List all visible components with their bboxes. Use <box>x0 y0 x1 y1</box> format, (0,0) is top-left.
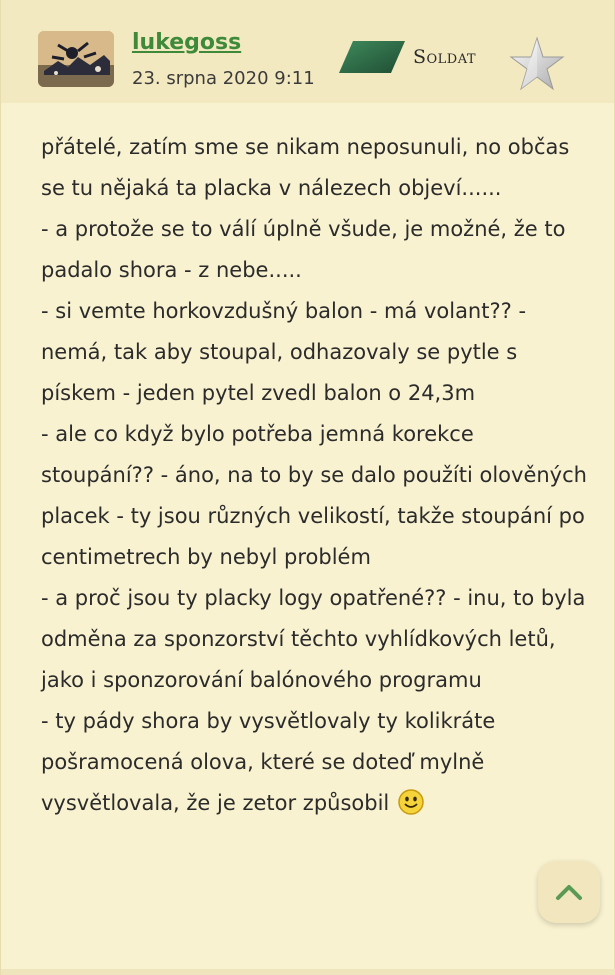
avatar[interactable] <box>38 31 114 87</box>
avatar-image <box>38 31 114 87</box>
post-paragraph-last <box>41 701 589 824</box>
scroll-to-top-button[interactable] <box>538 861 600 923</box>
rank-label: Soldat <box>413 46 477 68</box>
post-paragraph: - si vemte horkovzdušný balon - má volant?? - nemá, tak aby stoupal, odhazovaly se pytle s pískem - jeden pytel zvedl balon o 24,3m <box>41 299 527 405</box>
author-username-link[interactable]: lukegoss <box>132 30 242 55</box>
chevron-up-icon <box>555 883 583 901</box>
post-header <box>1 0 614 103</box>
post-paragraph: - a protože se to válí úplně všude, je možné, že to padalo shora - z nebe..... <box>41 217 566 282</box>
post-date: 23. srpna 2020 9:11 <box>132 68 315 89</box>
rank-badge-icon <box>339 41 405 73</box>
post-footer-divider <box>1 969 615 975</box>
post-paragraph: - ale co když bylo potřeba jemná korekce stoupání?? - áno, na to by se dalo použíti olověných placek - ty jsou různých velikostí, takže stoupání po centimetrech by nebyl problém <box>41 422 587 569</box>
smiley-icon <box>398 789 424 815</box>
post-paragraph: přátelé, zatím sme se nikam neposunuli, no občas se tu nějaká ta placka v nálezech objeví...... <box>41 135 570 200</box>
post-body <box>41 127 589 824</box>
post-paragraph-text: - ty pády shora by vysvětlovaly ty kolikráte pošramocená olova, které se doteď mylně vysvětlovala, že je zetor způsobil <box>41 709 496 815</box>
post-paragraph: - a proč jsou ty placky logy opatřené?? - inu, to byla odměna za sponzorství těchto vyhlídkových letů, jako i sponzorování balónového programu <box>41 586 586 692</box>
star-icon <box>509 36 565 92</box>
